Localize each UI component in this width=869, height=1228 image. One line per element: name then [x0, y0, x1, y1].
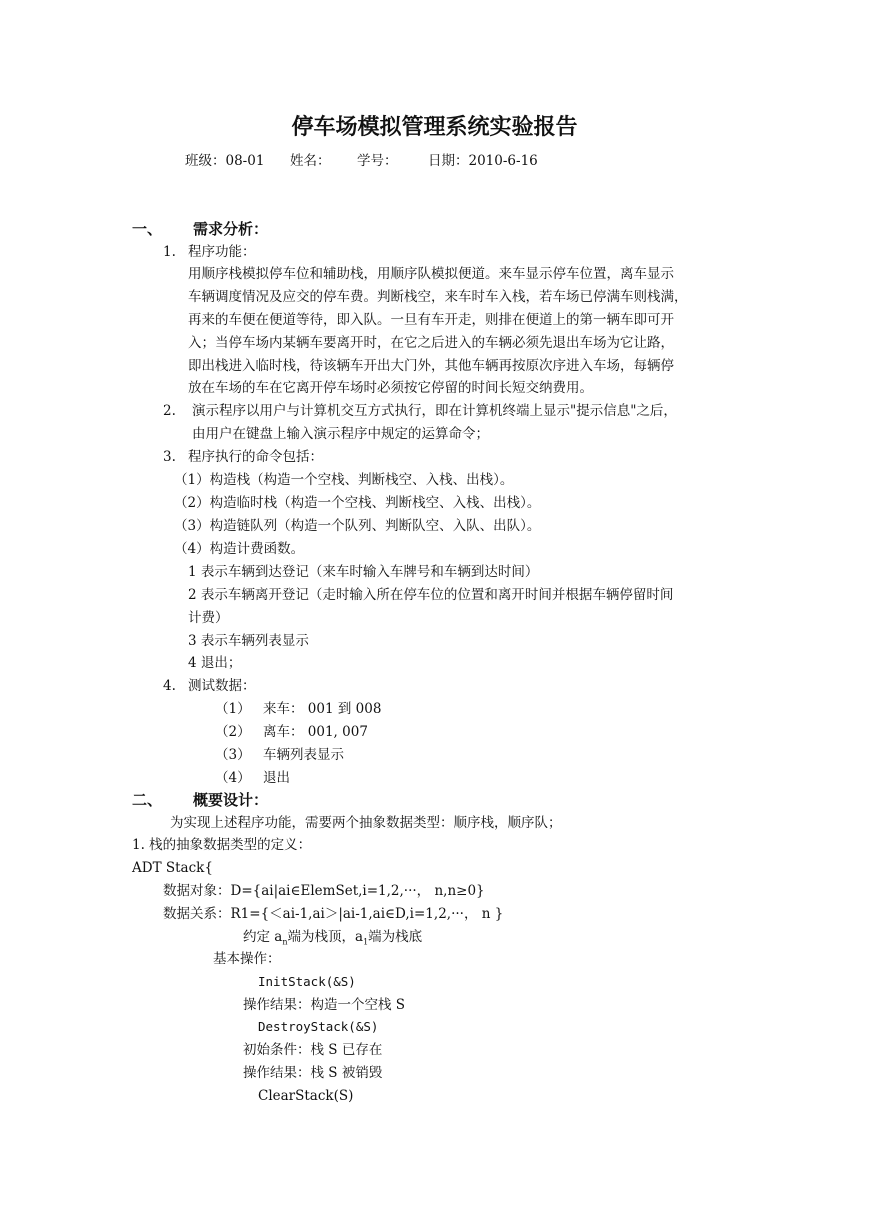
op-result: 操作结果：栈 S 被销毁: [243, 1065, 383, 1081]
item1-line: 入；当停车场内某辆车要离开时，在它之后进入的车辆必须先退出车场为它让路，: [188, 335, 674, 351]
stack-convention: 约定 $a_n$端为栈顶，$a_1$端为栈底: [243, 929, 423, 947]
command-line: 4 退出；: [188, 655, 242, 671]
test-row-number: （4）: [215, 770, 251, 786]
section2-number: 二、: [132, 791, 163, 809]
item4-label: 测试数据：: [188, 678, 256, 694]
section1-number: 一、: [132, 220, 163, 238]
op-destroy-stack: DestroyStack(&S): [258, 1019, 379, 1034]
test-row-number: （3）: [215, 747, 251, 763]
test-row-text: 退出: [263, 770, 290, 786]
command-line: 2 表示车辆离开登记（走时输入所在停车位的位置和离开时间并根据车辆停留时间: [188, 587, 674, 603]
item3-sub: （4）构造计费函数。: [174, 541, 305, 557]
student-id-label: 学号：: [357, 153, 398, 169]
page-title: 停车场模拟管理系统实验报告: [291, 114, 578, 140]
item1-label: 程序功能：: [188, 244, 256, 260]
item1-line: 车辆调度情况及应交的停车费。判断栈空，来车时车入栈，若车场已停满车则栈满，: [188, 289, 688, 305]
op-result: 操作结果：构造一个空栈 S: [243, 997, 406, 1013]
data-object: 数据对象：D={ai|ai∈ElemSet,i=1,2,···， n,n≥0}: [163, 883, 485, 899]
item2-line: 演示程序以用户与计算机交互方式执行，即在计算机终端上显示"提示信息"之后，: [192, 403, 677, 419]
item4-number: 4.: [163, 678, 176, 694]
command-line: 1 表示车辆到达登记（来车时输入车牌号和车辆到达时间）: [188, 564, 539, 580]
item2-number: 2.: [163, 403, 176, 419]
op-init-stack: InitStack(&S): [258, 974, 356, 989]
item3-label: 程序执行的命令包括：: [188, 449, 323, 465]
item1-line: 放在车场的车在它离开停车场时必须按它停留的时间长短交纳费用。: [188, 380, 593, 396]
test-row-text: 车辆列表显示: [263, 747, 344, 763]
section1-heading: 需求分析：: [193, 220, 269, 238]
section2-intro: 为实现上述程序功能，需要两个抽象数据类型：顺序栈，顺序队；: [170, 815, 562, 831]
basic-ops-label: 基本操作：: [213, 951, 281, 967]
command-line: 计费）: [188, 610, 229, 626]
test-row-text: 来车： 001 到 008: [263, 701, 382, 717]
item1-number: 1.: [163, 244, 176, 260]
item3-sub: （3）构造链队列（构造一个队列、判断队空、入队、出队）。: [174, 518, 541, 534]
section2-heading: 概要设计：: [193, 791, 269, 809]
item3-number: 3.: [163, 449, 176, 465]
class-label: 班级：08-01: [185, 153, 265, 169]
item3-sub: （2）构造临时栈（构造一个空栈、判断栈空、入栈、出栈）。: [174, 495, 541, 511]
test-row-number: （1）: [215, 701, 251, 717]
item1-line: 即出栈进入临时栈，待该辆车开出大门外，其他车辆再按原次序进入车场，每辆停: [188, 358, 674, 374]
item1-line: 再来的车便在便道等待，即入队。一旦有车开走，则排在便道上的第一辆车即可开: [188, 312, 674, 328]
date-label: 日期：2010-6-16: [428, 153, 538, 169]
op-precondition: 初始条件：栈 S 已存在: [243, 1042, 383, 1058]
test-row-text: 离车： 001, 007: [263, 724, 368, 740]
item2-line: 由用户在键盘上输入演示程序中规定的运算命令；: [192, 426, 489, 442]
item1-line: 用顺序栈模拟停车位和辅助栈，用顺序队模拟便道。来车显示停车位置，离车显示: [188, 266, 674, 282]
item3-sub: （1）构造栈（构造一个空栈、判断栈空、入栈、出栈）。: [174, 472, 514, 488]
data-relation: 数据关系：R1={＜ai-1,ai＞|ai-1,ai∈D,i=1,2,···， n }: [163, 906, 504, 922]
name-label: 姓名：: [290, 153, 331, 169]
command-line: 3 表示车辆列表显示: [188, 633, 309, 649]
adt-header: ADT Stack{: [132, 860, 213, 876]
stack-def-title: 1. 栈的抽象数据类型的定义：: [132, 837, 312, 853]
test-row-number: （2）: [215, 724, 251, 740]
op-clear-stack: ClearStack(S): [258, 1088, 354, 1104]
